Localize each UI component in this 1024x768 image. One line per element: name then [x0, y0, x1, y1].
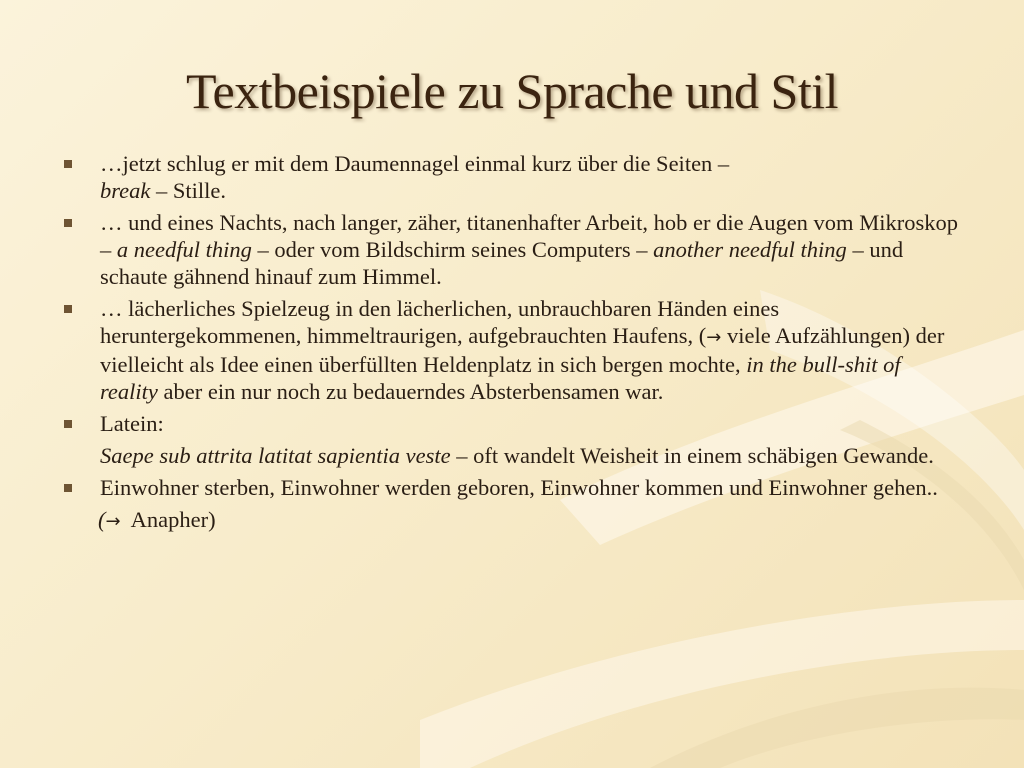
- item-1-italic-break: break: [100, 178, 151, 203]
- right-arrow-icon: →: [706, 327, 722, 348]
- square-bullet-icon: [64, 305, 72, 313]
- anapher-paren-open: (: [98, 507, 106, 532]
- item-3-italic-bullshit: in the bull-shit of reality: [100, 352, 901, 404]
- right-arrow-icon: →: [105, 511, 121, 532]
- bullet-item-2: [62, 209, 962, 290]
- bullet-item-1: [62, 150, 962, 204]
- item-4-text: Latein:: [100, 411, 164, 436]
- item-1-text-end: – Stille.: [150, 178, 227, 203]
- square-bullet-icon: [64, 160, 72, 168]
- latin-quote-italic: Saepe sub attrita latitat sapientia veste: [100, 443, 451, 468]
- item-2-italic-another: another needful thing: [653, 237, 847, 262]
- anapher-note-text: Anapher): [120, 507, 216, 532]
- slide-title: Textbeispiele zu Sprache und Stil: [185, 63, 839, 119]
- item-1-text: …jetzt schlug er mit dem Daumennagel einmal kurz über die Seiten –: [100, 151, 730, 176]
- item-2-text-end: – und schaute gähnend hinauf zum Himmel.: [100, 237, 904, 289]
- item-2-text: … und eines Nachts, nach langer, zäher, titanenhafter Arbeit, hob er die Augen vom Mikroskop –: [100, 210, 958, 262]
- item-3-text-end: aber ein nur noch zu bedauerndes Absterbensamen war.: [157, 379, 664, 404]
- latin-quote-line: [62, 442, 962, 469]
- anapher-note-line: [62, 506, 962, 535]
- square-bullet-icon: [64, 484, 72, 492]
- latin-translation: – oft wandelt Weisheit in einem schäbigen Gewande.: [450, 443, 934, 468]
- bullet-item-5: [62, 474, 962, 501]
- bullet-item-4: [62, 410, 962, 437]
- item-3-text: … lächerliches Spielzeug in den lächerlichen, unbrauchbaren Händen eines heruntergekommenen, himmeltraurigen, aufgebrauchten Haufens, (: [100, 296, 780, 348]
- item-5-text: Einwohner sterben, Einwohner werden geboren, Einwohner kommen und Einwohner gehen..: [100, 475, 938, 500]
- item-3-text-mid: viele Aufzählungen) der vielleicht als Idee einen überfüllten Heldenplatz in sich bergen mochte,: [100, 323, 945, 377]
- bullet-item-3: [62, 295, 962, 405]
- item-2-text-mid: – oder vom Bildschirm seines Computers –: [251, 237, 654, 262]
- square-bullet-icon: [64, 420, 72, 428]
- square-bullet-icon: [64, 219, 72, 227]
- item-2-italic-needful: a needful thing: [116, 237, 252, 262]
- slide-body: [62, 150, 962, 540]
